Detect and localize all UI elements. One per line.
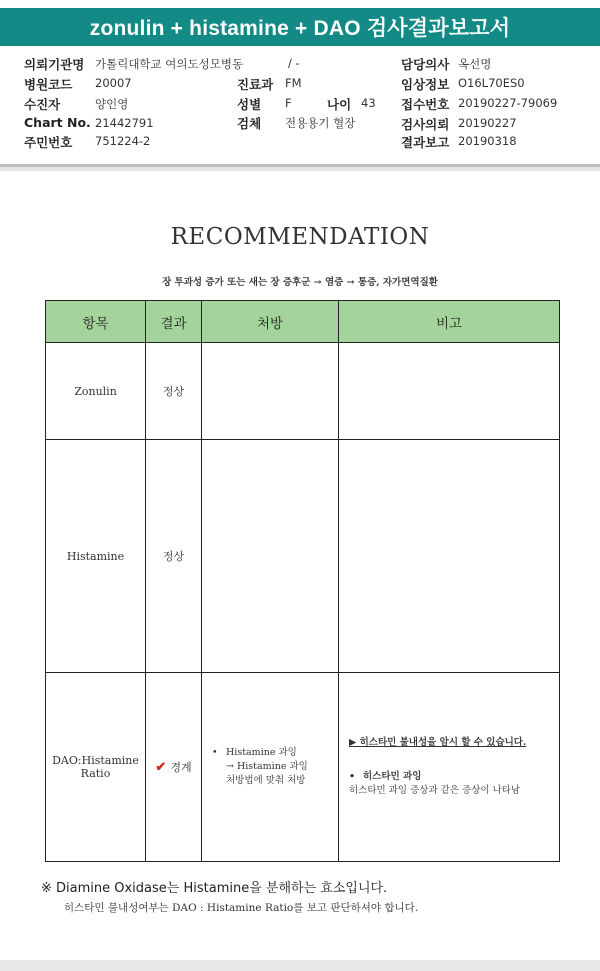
header-divider-shadow xyxy=(0,167,600,171)
column-header-prescription: 처방 xyxy=(202,301,339,343)
prescription-cell xyxy=(202,440,339,673)
result-value: 경계 xyxy=(170,761,192,774)
result-cell: 정상 xyxy=(146,440,202,673)
result-cell xyxy=(146,673,202,862)
item-cell xyxy=(46,673,146,862)
report-label: 결과보고 xyxy=(401,135,450,150)
chart-value: 21442791 xyxy=(95,116,154,130)
age-value: 43 xyxy=(361,96,376,110)
item-cell: Histamine xyxy=(46,440,146,673)
clinical-value: O16L70ES0 xyxy=(458,76,525,90)
item-line2: Ratio xyxy=(80,767,111,780)
receipt-value: 20190227-79069 xyxy=(458,96,558,110)
recommendation-title: RECOMMENDATION xyxy=(170,224,430,250)
institution-extra: / - xyxy=(288,56,300,70)
patient-label: 수진자 xyxy=(24,97,61,112)
result-cell: 정상 xyxy=(146,343,202,440)
request-value: 20190227 xyxy=(458,116,517,130)
prescription-line2: → Histamine 과잉 xyxy=(226,761,308,772)
prescription-cell xyxy=(202,343,339,440)
request-label: 검사의뢰 xyxy=(401,117,450,132)
note-cell xyxy=(339,440,560,673)
recommendation-table xyxy=(45,300,560,862)
column-header-item: 항목 xyxy=(46,301,146,343)
footer-note-main: ※ Diamine Oxidase는 Histamine을 분해하는 효소입니다. xyxy=(41,881,388,896)
receipt-label: 접수번호 xyxy=(401,97,450,112)
prescription-cell xyxy=(202,673,339,862)
note-heading: 히스타민 과잉 xyxy=(363,771,422,782)
resident-label: 주민번호 xyxy=(24,135,73,150)
prescription-line3: 처방법에 맞춰 처방 xyxy=(226,775,306,786)
table-row-histamine xyxy=(46,440,560,673)
item-line1: DAO:Histamine xyxy=(52,754,139,767)
clinical-label: 임상정보 xyxy=(401,77,450,92)
hospital-code-value: 20007 xyxy=(95,76,132,90)
column-header-note: 비고 xyxy=(339,301,560,343)
bottom-band xyxy=(0,960,600,971)
recommendation-subtitle: 장 투과성 증가 또는 새는 장 증후군 → 염증 → 통증, 자가면역질환 xyxy=(162,277,438,288)
doctor-label: 담당의사 xyxy=(401,57,450,72)
institution-value: 가톨릭대학교 여의도성모병동 xyxy=(95,57,244,71)
check-mark-icon: ✔ xyxy=(155,760,167,775)
hospital-code-label: 병원코드 xyxy=(24,77,73,92)
prescription-line1: Histamine 과잉 xyxy=(226,747,297,758)
note-cell xyxy=(339,343,560,440)
age-label: 나이 xyxy=(327,97,352,112)
bullet-icon: • xyxy=(212,747,218,758)
footer-note-sub: 히스타민 불내성여부는 DAO : Histamine Ratio를 보고 판단하셔야 합니다. xyxy=(64,902,419,914)
specimen-label: 검체 xyxy=(237,116,262,131)
note-warning: ▶ 히스타민 불내성을 암시 할 수 있습니다. xyxy=(349,737,527,748)
institution-label: 의뢰기관명 xyxy=(24,57,85,72)
dept-value: FM xyxy=(285,76,302,90)
dept-label: 진료과 xyxy=(237,77,274,92)
note-text: 히스타민 과잉 증상과 같은 증상이 나타남 xyxy=(349,785,521,796)
table-row-zonulin xyxy=(46,343,560,440)
report-value: 20190318 xyxy=(458,134,517,148)
table-header-row xyxy=(46,301,560,343)
resident-value: 751224-2 xyxy=(95,134,151,148)
item-cell: Zonulin xyxy=(46,343,146,440)
table-row-dao-ratio xyxy=(46,673,560,862)
doctor-value: 옥선명 xyxy=(458,57,492,71)
sex-label: 성별 xyxy=(237,97,262,112)
report-title: zonulin + histamine + DAO 검사결과보고서 xyxy=(0,8,600,46)
note-cell xyxy=(339,673,560,862)
column-header-result: 결과 xyxy=(146,301,202,343)
bullet-icon: • xyxy=(349,771,356,782)
specimen-value: 전용용기 혈장 xyxy=(285,116,356,130)
patient-value: 양인영 xyxy=(95,97,129,111)
chart-label: Chart No. xyxy=(24,115,91,130)
sex-value: F xyxy=(285,96,292,110)
